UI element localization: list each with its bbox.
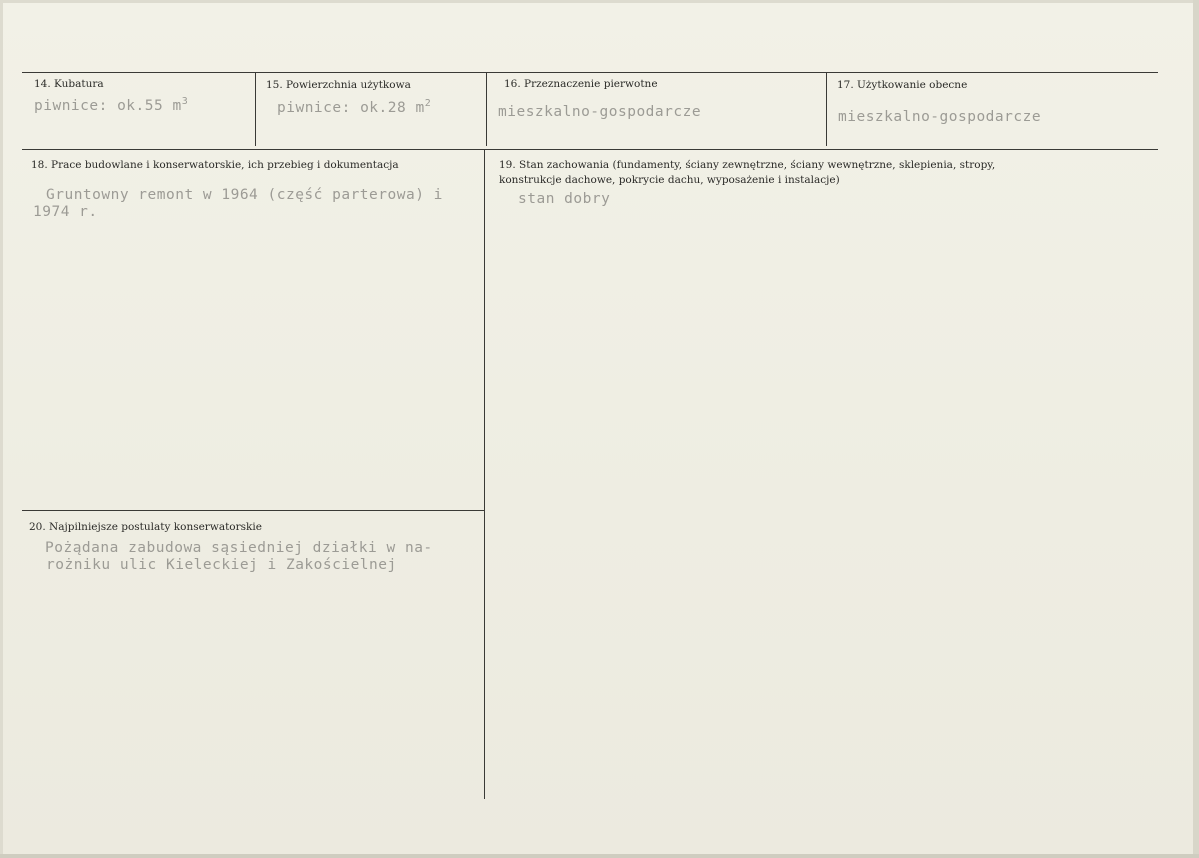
- field-18-value-line2: 1974 r.: [33, 204, 98, 220]
- section20-top-rule: [22, 510, 484, 511]
- field-17-value: mieszkalno-gospodarcze: [838, 109, 1042, 125]
- divider-14-15: [255, 72, 256, 146]
- divider-16-17: [826, 72, 827, 146]
- field-18-label: 18. Prace budowlane i konserwatorskie, ich przebieg i dokumentacja: [31, 159, 399, 171]
- field-19-label-line2: konstrukcje dachowe, pokrycie dachu, wyposażenie i instalacje): [499, 174, 840, 186]
- field-20-value-line2: rożniku ulic Kieleckiej i Zakościelnej: [46, 557, 397, 573]
- field-20-value-line1: Pożądana zabudowa sąsiedniej działki w na-: [45, 540, 433, 556]
- field-17-label: 17. Użytkowanie obecne: [837, 79, 968, 91]
- divider-15-16: [486, 72, 487, 146]
- field-14-label: 14. Kubatura: [34, 78, 104, 90]
- card-edge-right: [1193, 0, 1199, 858]
- field-19-value: stan dobry: [518, 191, 611, 207]
- card-edge-top: [0, 0, 1199, 3]
- field-16-label: 16. Przeznaczenie pierwotne: [504, 78, 658, 90]
- row1-bottom-rule: [22, 149, 1158, 150]
- row1-top-rule: [22, 72, 1158, 73]
- card-edge-left: [0, 0, 3, 858]
- field-16-value: mieszkalno-gospodarcze: [498, 104, 702, 120]
- field-15-value: piwnice: ok.28 $m^2$: [277, 98, 432, 116]
- field-18-value-line1: Gruntowny remont w 1964 (część parterowa) i: [46, 187, 443, 203]
- divider-main: [484, 149, 485, 799]
- field-19-label-line1: 19. Stan zachowania (fundamenty, ściany zewnętrzne, ściany wewnętrzne, sklepienia, stropy,: [499, 159, 996, 171]
- card-edge-bottom: [0, 854, 1199, 858]
- field-14-value: piwnice: ok.55 $m^3$: [34, 96, 189, 114]
- field-15-label: 15. Powierzchnia użytkowa: [266, 79, 411, 91]
- field-20-label: 20. Najpilniejsze postulaty konserwatorskie: [29, 521, 262, 533]
